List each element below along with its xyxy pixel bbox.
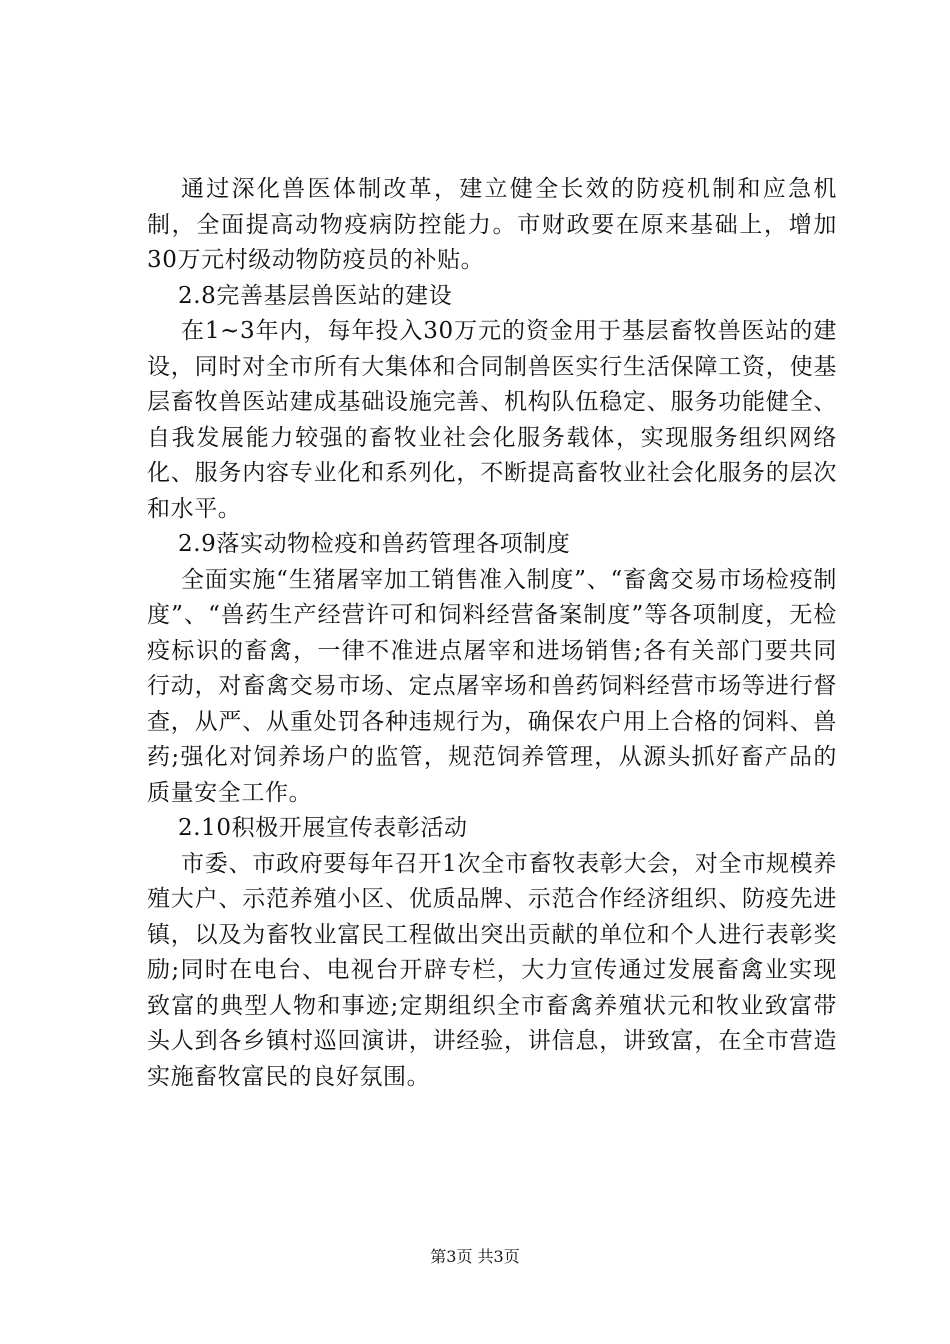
- paragraph-epidemic-prevention: 通过深化兽医体制改革，建立健全长效的防疫机制和应急机制，全面提高动物疫病防控能力。市财政要在原来基础上，增加30万元村级动物防疫员的补贴。: [147, 176, 837, 273]
- heading-2-8: 2.8完善基层兽医站的建设: [178, 282, 453, 309]
- heading-2-10: 2.10积极开展宣传表彰活动: [178, 815, 468, 841]
- document-body: [147, 172, 837, 1095]
- heading-2-9: 2.9落实动物检疫和兽药管理各项制度: [178, 531, 571, 557]
- page-footer: 第3页 共3页: [430, 1247, 520, 1266]
- paragraph-quarantine-management: 全面实施“生猪屠宰加工销售准入制度”、“畜禽交易市场检疫制度”、“兽药生产经营许可和饲料经营备案制度”等各项制度，无检疫标识的畜禽，一律不准进点屠宰和进场销售;各有关部门要共同行动，对畜禽交易市场、定点屠宰场和兽药饲料经营市场等进行督查，从严、从重处罚各种违规行为，确保农户用上合格的饲料、兽药;强化对饲养场户的监管，规范饲养管理，从源头抓好畜产品的质量安全工作。: [147, 566, 837, 806]
- paragraph-publicity-commendation: 市委、市政府要每年召开1次全市畜牧表彰大会，对全市规模养殖大户、示范养殖小区、优质品牌、示范合作经济组织、防疫先进镇，以及为畜牧业富民工程做出突出贡献的单位和个人进行表彰奖励;同时在电台、电视台开辟专栏，大力宣传通过发展畜禽业实现致富的典型人物和事迹;定期组织全市畜禽养殖状元和牧业致富带头人到各乡镇村巡回演讲，讲经验，讲信息，讲致富，在全市营造实施畜牧富民的良好氛围。: [147, 850, 837, 1090]
- paragraph-veterinary-station: 在1~3年内，每年投入30万元的资金用于基层畜牧兽医站的建设，同时对全市所有大集体和合同制兽医实行生活保障工资，使基层畜牧兽医站建成基础设施完善、机构队伍稳定、服务功能健全、自我发展能力较强的畜牧业社会化服务载体，实现服务组织网络化、服务内容专业化和系列化，不断提高畜牧业社会化服务的层次和水平。: [147, 318, 837, 522]
